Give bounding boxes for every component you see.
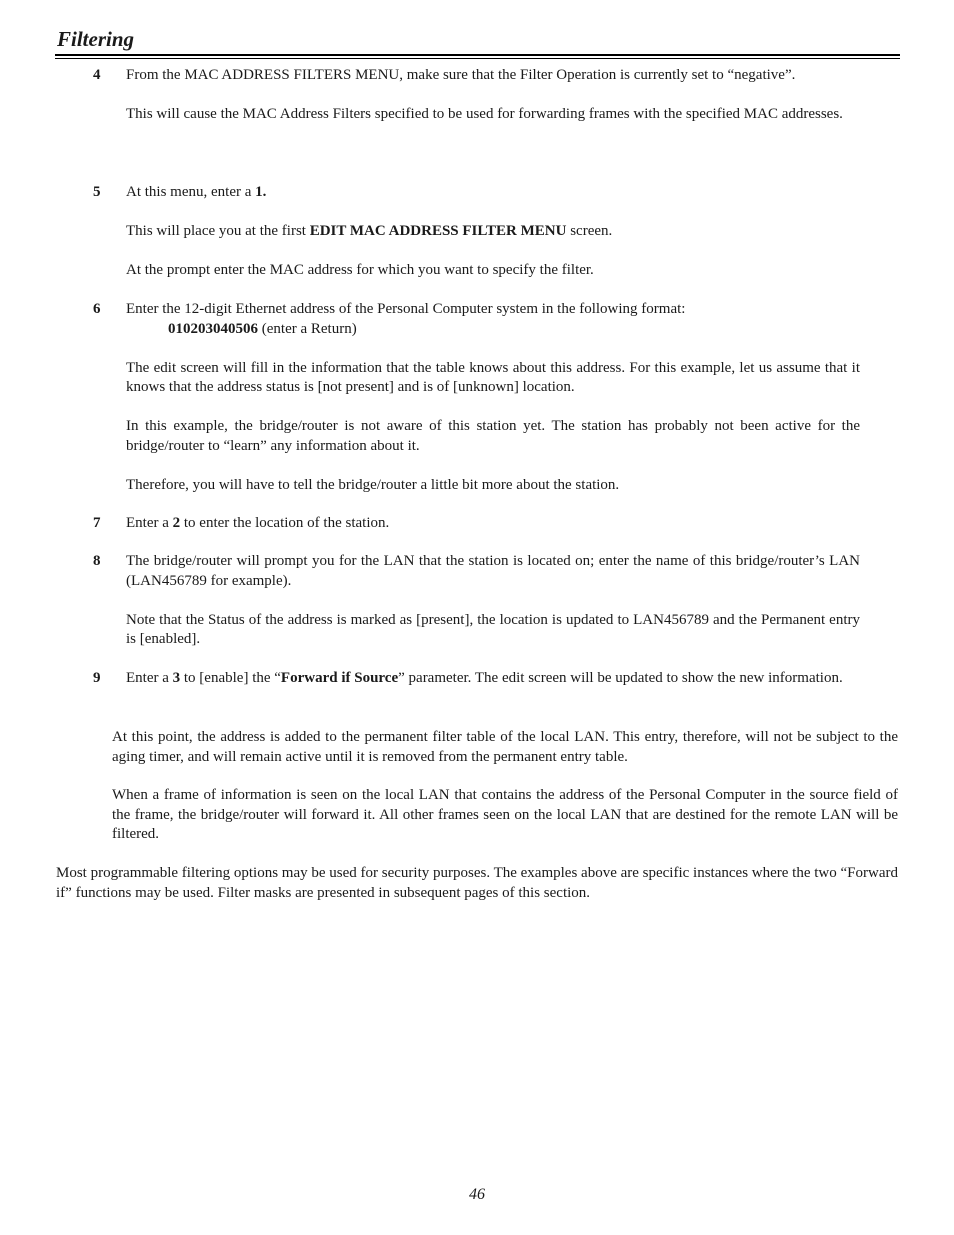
step-7 [93,514,860,534]
body-paragraph: When a frame of information is seen on the local LAN that contains the address of the Personal Computer in the source field of the frame, the bridge/router will forward it. All other frames seen on the local LAN that are destined for the remote LAN will be filtered. [112,787,898,842]
step-number: 7 [93,515,101,531]
step-5 [93,183,860,281]
step-text: Enter a 3 to [enable] the “Forward if Source” parameter. The edit screen will be updated to show the new information. [126,670,843,686]
step-text: This will cause the MAC Address Filters specified to be used for forwarding frames with the specified MAC addresses. [126,106,843,122]
body-paragraph: At this point, the address is added to the permanent filter table of the local LAN. This entry, therefore, will not be subject to the aging timer, and will remain active until it is removed from the permanent entry table. [112,729,898,765]
step-text: At this menu, enter a 1. [126,184,267,200]
step-text: At the prompt enter the MAC address for which you want to specify the filter. [126,262,594,278]
step-number: 9 [93,670,101,686]
step-text: Note that the Status of the address is marked as [present], the location is updated to LAN456789 and the Permanent entry is [enabled]. [126,611,860,647]
step-text: From the MAC ADDRESS FILTERS MENU, make sure that the Filter Operation is currently set to “negative”. [126,67,796,83]
step-9 [93,669,860,689]
header-rule-thin [55,58,900,59]
step-text: This will place you at the first EDIT MAC ADDRESS FILTER MENU screen. [126,223,613,239]
mac-address-example: 010203040506 (enter a Return) [168,320,357,337]
section-title: Filtering [57,27,135,51]
step-text: The edit screen will fill in the information that the table knows about this address. For this example, let us assume that it knows that the address status is [not present] and is of [unknown] location. [126,359,860,395]
step-text: Therefore, you will have to tell the bridge/router a little bit more about the station. [126,476,620,493]
step-6 [93,300,860,495]
step-text: Enter the 12-digit Ethernet address of the Personal Computer system in the following format: [126,301,686,317]
step-text: Enter a 2 to enter the location of the station. [126,515,390,531]
step-number: 8 [93,553,101,569]
step-number: 6 [93,301,101,317]
step-number: 5 [93,184,101,200]
step-4 [93,66,860,125]
step-8 [93,552,860,650]
step-number: 4 [93,67,101,83]
step-text: In this example, the bridge/router is not aware of this station yet. The station has probably not been active for the bridge/router to “learn” any information about it. [126,418,860,454]
step-text: The bridge/router will prompt you for the LAN that the station is located on; enter the name of this bridge/router’s LAN (LAN456789 for example). [126,553,860,589]
page-number: 46 [469,1186,485,1203]
body-paragraph: Most programmable filtering options may be used for security purposes. The examples above are specific instances where the two “Forward if” functions may be used. Filter masks are presented in subsequent pages of this section. [56,865,898,901]
header-rule-thick [55,54,900,56]
